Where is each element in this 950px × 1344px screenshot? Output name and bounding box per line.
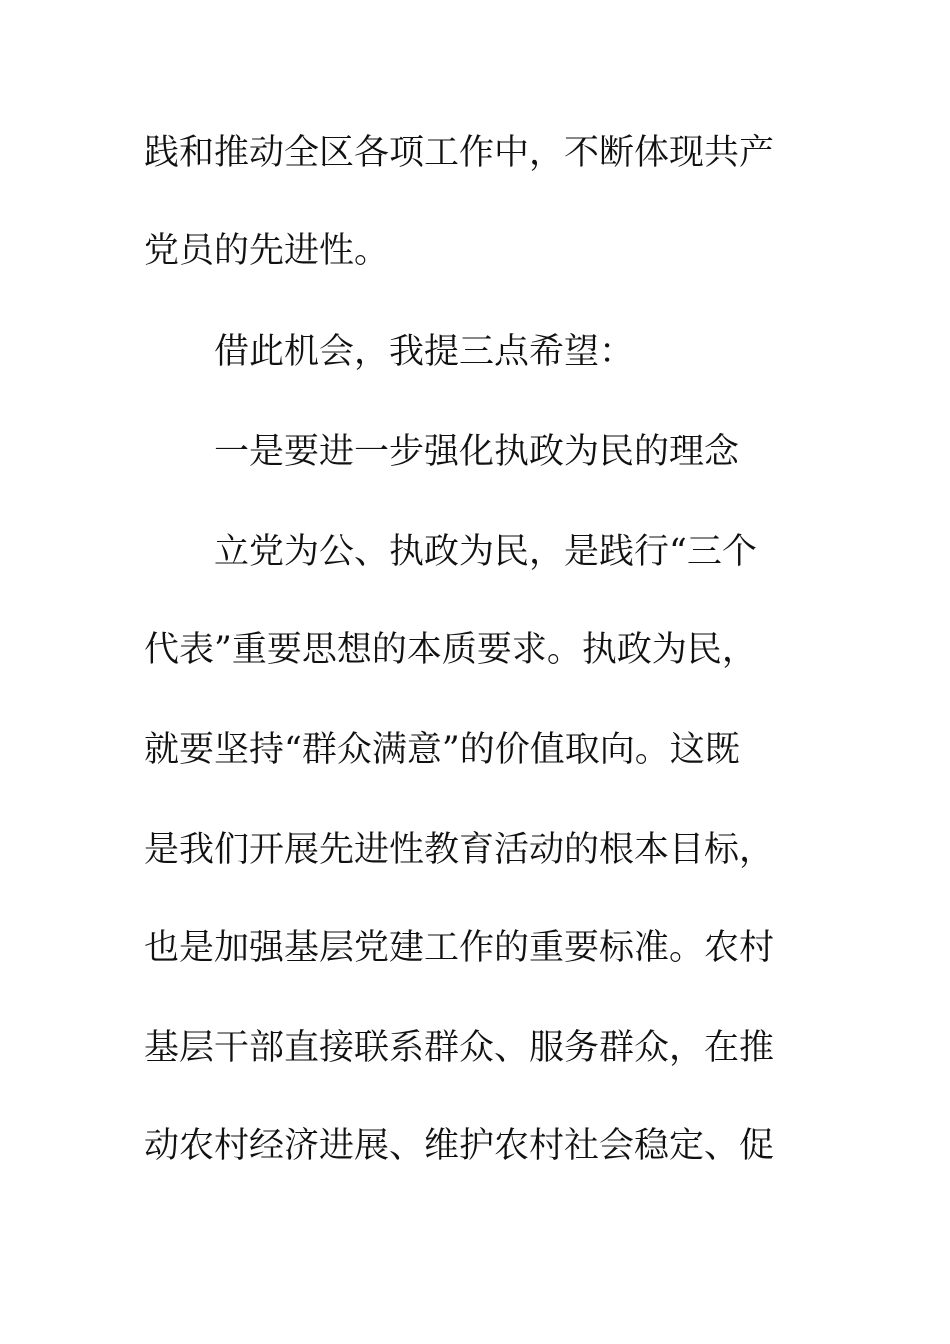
text-line: 借此机会，我提三点希望： [214,332,635,372]
text-line: 代表”重要思想的本质要求。执政为民， [144,630,757,670]
text-line: 立党为公、执政为民，是践行“三个 [214,532,757,572]
text-line: 就要坚持“群众满意”的价值取向。这既 [144,730,740,770]
text-line: 是我们开展先进性教育活动的根本目标， [144,830,775,870]
text-line: 动农村经济进展、维护农村社会稳定、促 [144,1126,775,1166]
text-line: 也是加强基层党建工作的重要标准。农村 [144,928,775,968]
text-line: 践和推动全区各项工作中，不断体现共产 [144,133,775,173]
section-heading: 一是要进一步强化执政为民的理念 [214,432,740,472]
text-line: 党员的先进性。 [144,231,390,271]
text-line: 基层干部直接联系群众、服务群众，在推 [144,1028,775,1068]
